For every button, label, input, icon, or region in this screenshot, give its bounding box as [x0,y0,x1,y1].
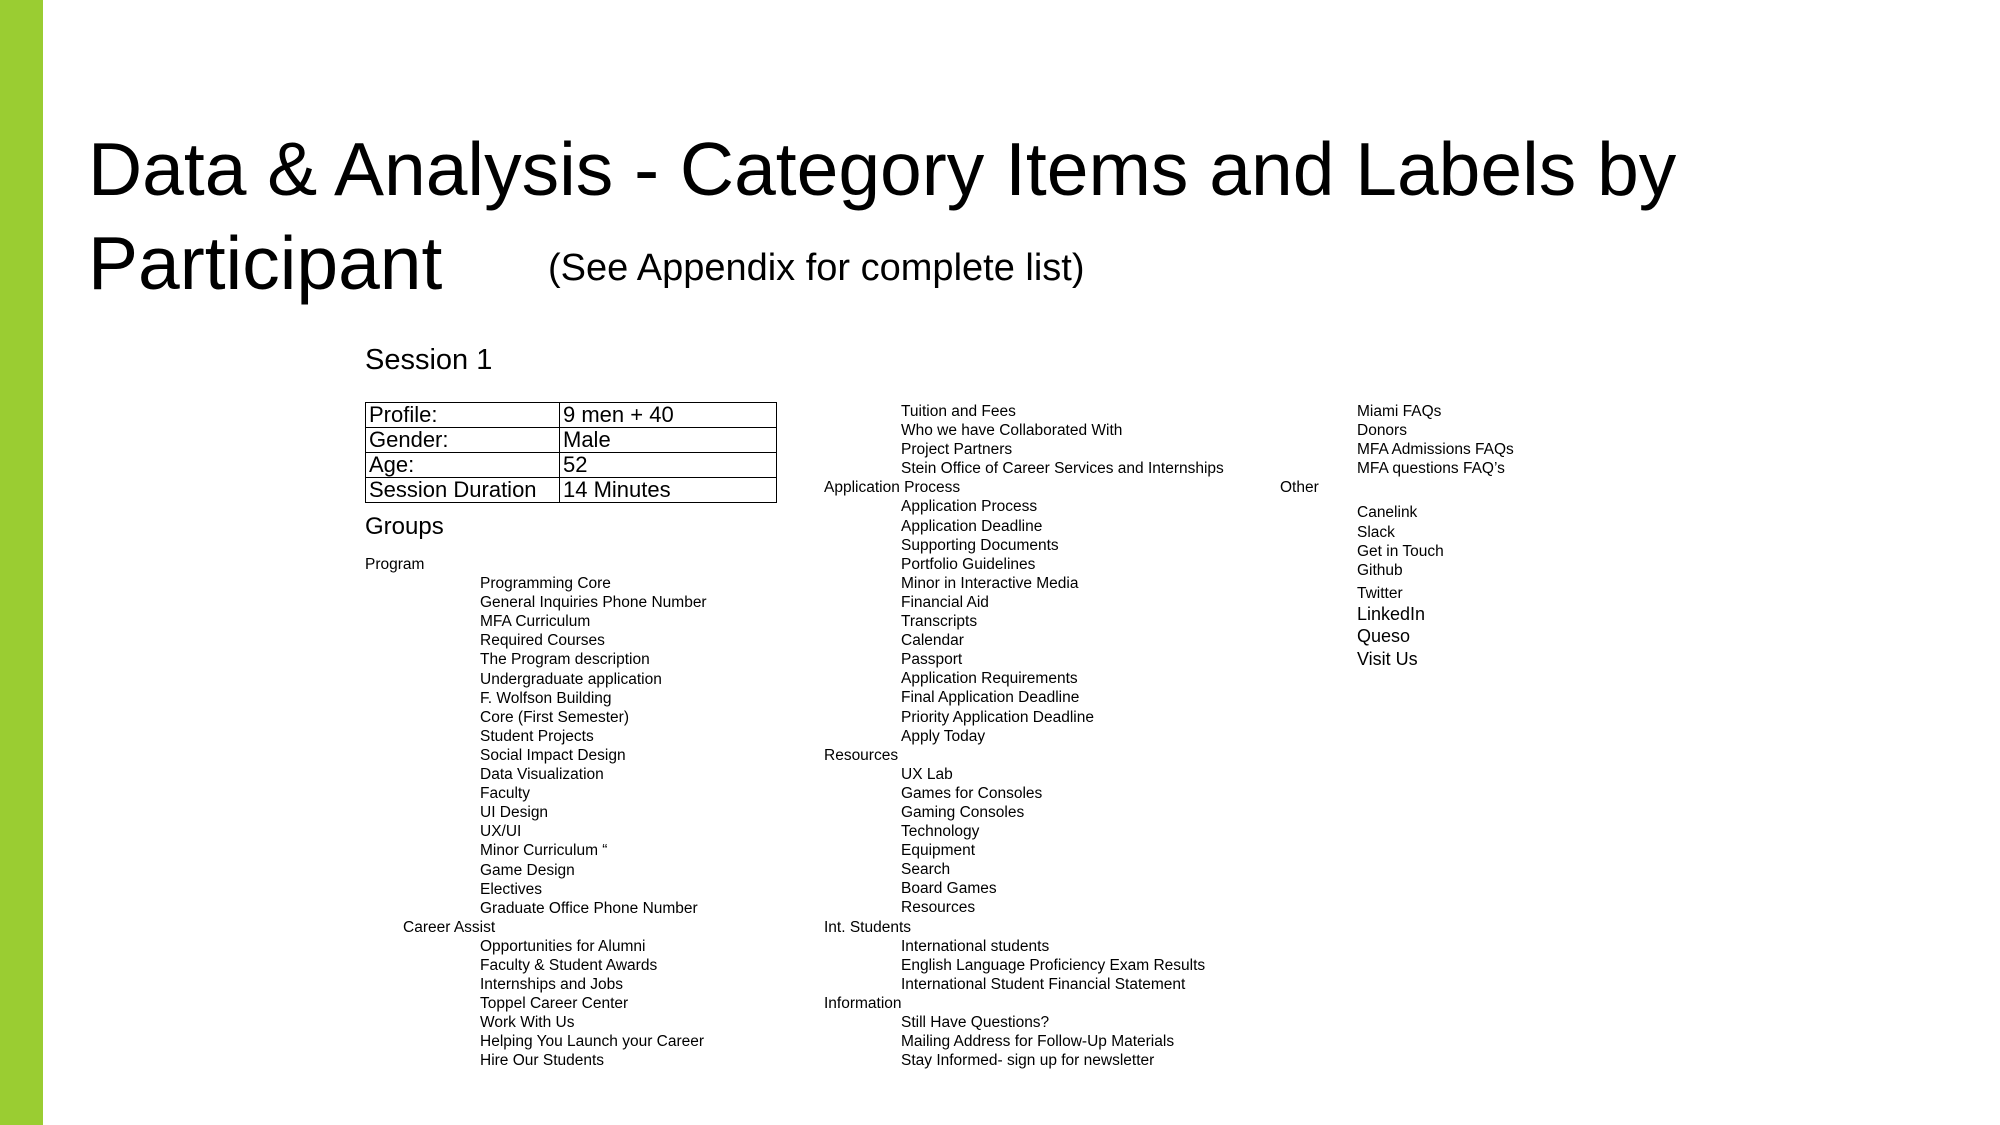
group-item: Required Courses [480,632,605,650]
groups-column-2 [824,402,1224,1070]
age-value: 52 [560,453,777,478]
groups-column-1 [365,555,707,1071]
group-item: F. Wolfson Building [480,689,612,707]
group-item: Games for Consoles [901,784,1043,802]
group-item: The Program description [480,651,650,669]
group-item: Board Games [901,880,997,898]
group-item: UI Design [480,804,549,822]
group-item: Electives [480,880,543,898]
group-item: Equipment [901,842,976,860]
group-heading: Resources [824,746,899,764]
group-item: Graduate Office Phone Number [480,899,698,917]
group-item: Final Application Deadline [901,689,1080,707]
group-item: Application Requirements [901,670,1078,688]
group-heading: Information [824,994,902,1012]
group-item: LinkedIn [1357,603,1426,624]
group-item: Minor Curriculum “ [480,842,608,860]
group-item: Stay Informed- sign up for newsletter [901,1052,1155,1070]
group-item: Internships and Jobs [480,976,624,994]
group-item: International Student Financial Statement [901,975,1186,993]
groups-title: Groups [365,513,444,540]
profile-row [366,403,777,428]
group-heading: Int. Students [824,918,912,936]
group-item: Hire Our Students [480,1052,605,1070]
group-item: UX Lab [901,765,953,783]
group-heading: Application Process [824,479,961,497]
profile-table [365,402,777,503]
page-title: Data & Analysis - Category Items and Labels by Participant [88,127,1677,305]
group-item: Undergraduate application [480,670,662,688]
duration-row [366,478,777,503]
group-item: Twitter [1357,584,1403,602]
age-row [366,453,777,478]
gender-value: Male [560,428,777,453]
group-item: Gaming Consoles [901,803,1025,821]
group-item: Game Design [480,861,575,879]
group-item: Application Process [901,498,1038,516]
group-item: Student Projects [480,727,594,745]
group-item: MFA Curriculum [480,613,591,631]
group-item: Get in Touch [1357,542,1444,560]
group-item: Work With Us [480,1014,575,1032]
group-item: Social Impact Design [480,746,626,764]
group-item: Miami FAQs [1357,403,1442,420]
subgroup-heading: Career Assist [403,918,496,936]
gender-row [366,428,777,453]
group-item: Queso [1357,626,1411,647]
group-item: MFA Admissions FAQs [1357,441,1514,459]
group-item: Supporting Documents [901,536,1059,554]
group-item: Project Partners [901,441,1013,459]
group-item: Toppel Career Center [480,995,629,1013]
accent-bar [0,0,43,1125]
group-item: Faculty [480,785,530,803]
group-item: General Inquiries Phone Number [480,594,707,612]
group-item: Technology [901,823,980,841]
group-item: Canelink [1357,504,1418,522]
group-item: MFA questions FAQ’s [1357,460,1505,478]
group-item: Search [901,861,951,879]
group-item: Data Visualization [480,766,604,784]
group-item: Donors [1357,422,1407,440]
duration-label: Session Duration [366,478,560,503]
group-item: Github [1357,561,1403,579]
group-item: Mailing Address for Follow-Up Materials [901,1033,1175,1051]
group-item: Visit Us [1357,648,1418,669]
group-item: Programming Core [480,575,611,593]
group-item: Apply Today [901,727,986,745]
profile-label: Profile: [366,403,560,428]
group-item: Passport [901,651,963,669]
page-subtitle: (See Appendix for complete list) [548,247,1085,289]
age-label: Age: [366,453,560,478]
gender-label: Gender: [366,428,560,453]
profile-value: 9 men + 40 [560,403,777,428]
group-item: Tuition and Fees [901,403,1016,420]
group-item: Opportunities for Alumni [480,937,646,955]
group-item: Financial Aid [901,593,989,611]
duration-value: 14 Minutes [560,478,777,503]
group-item: Still Have Questions? [901,1014,1050,1031]
group-item: Core (First Semester) [480,708,629,726]
group-item: Slack [1357,523,1395,541]
group-item: International students [901,937,1050,955]
group-item: Stein Office of Career Services and Internships [901,460,1224,478]
group-item: Minor in Interactive Media [901,574,1079,592]
group-heading: Other [1280,479,1319,497]
group-item: Faculty & Student Awards [480,956,658,974]
group-item: Who we have Collaborated With [901,422,1123,440]
group-item: Resources [901,899,976,917]
group-item: Application Deadline [901,517,1043,535]
group-item: Calendar [901,632,964,650]
session-title: Session 1 [365,344,493,376]
groups-column-3 [1280,402,1514,670]
group-item: Transcripts [901,613,978,631]
group-item: Portfolio Guidelines [901,555,1036,573]
group-item: UX/UI [480,823,522,841]
group-item: Priority Application Deadline [901,708,1094,726]
group-item: Helping You Launch your Career [480,1033,705,1051]
group-heading: Program [365,556,425,573]
group-item: English Language Proficiency Exam Results [901,956,1206,974]
